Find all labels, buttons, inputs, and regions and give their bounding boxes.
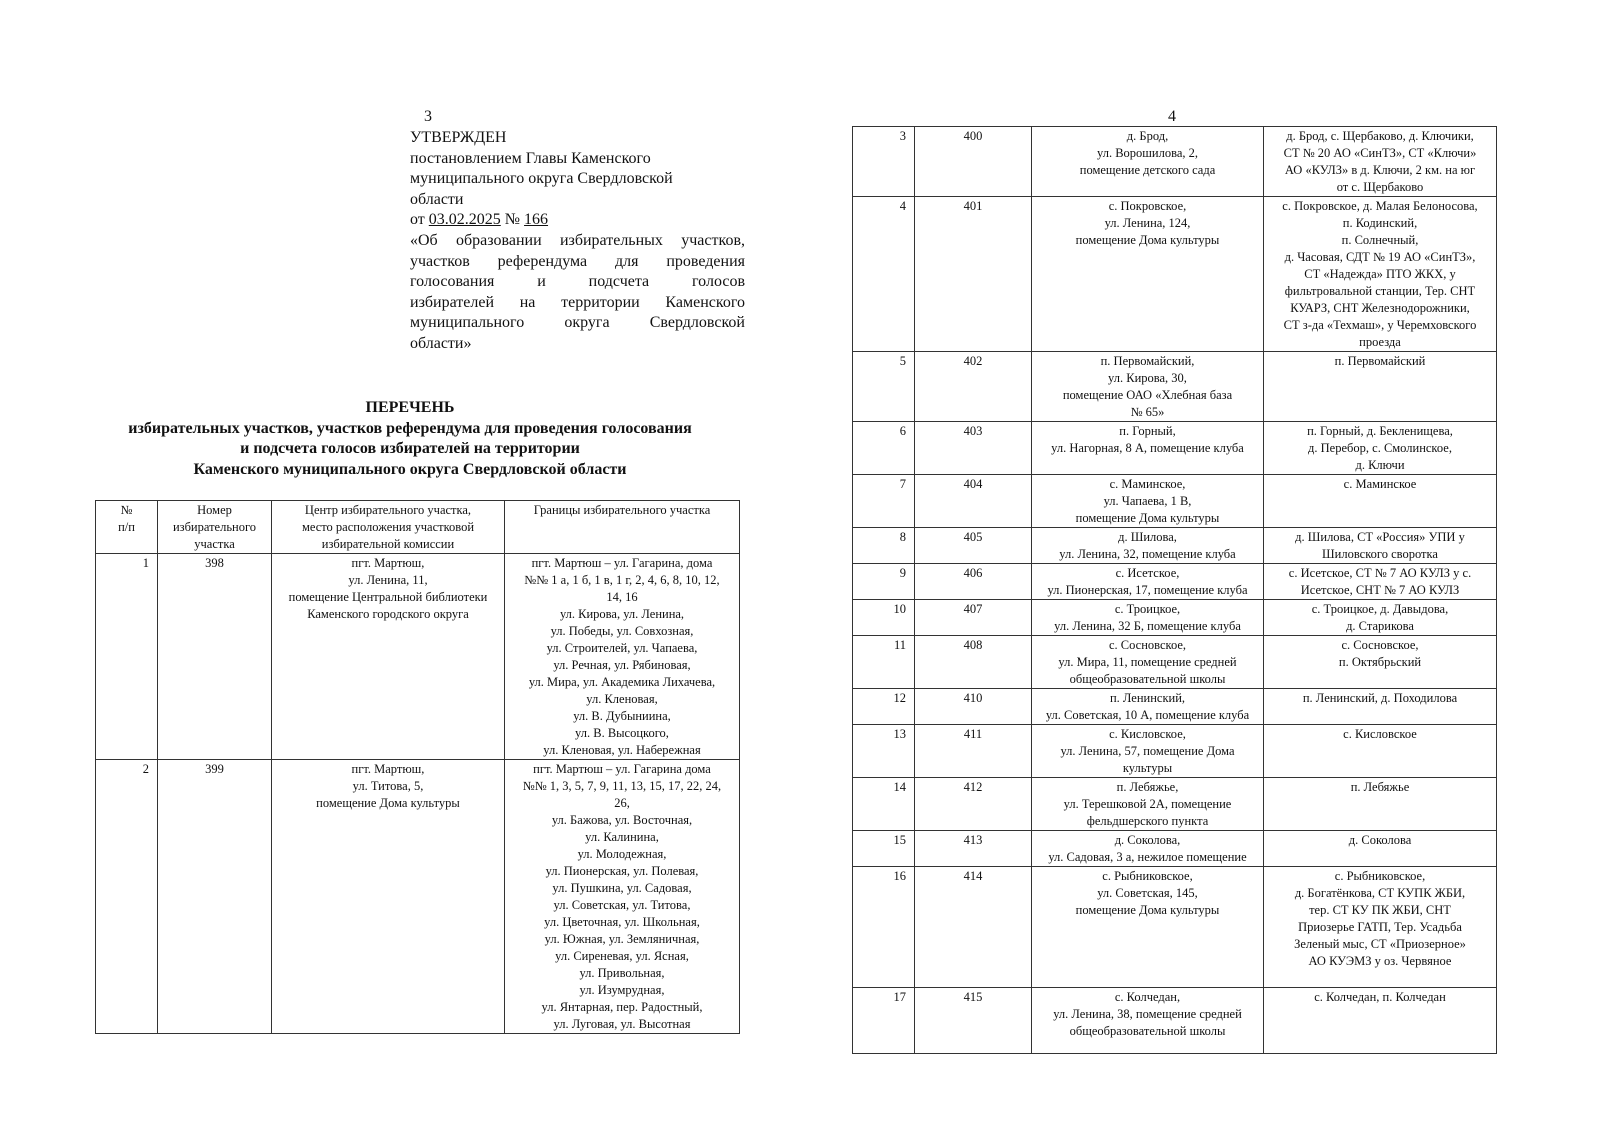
- decree-title-line: участков референдума для проведения: [410, 252, 745, 270]
- station-bounds: [1264, 831, 1497, 867]
- center-line: помещение Центральной библиотеки: [288, 590, 488, 604]
- list-subtitle-line: и подсчета голосов избирателей на территории: [240, 440, 580, 457]
- bounds-line: ул. Пионерская, ул. Полевая,: [545, 864, 699, 878]
- center-line: ул. Ленина, 32, помещение клуба: [1059, 547, 1236, 561]
- table-row: [853, 197, 1497, 352]
- row-number: [853, 564, 915, 600]
- table-row: [96, 760, 740, 1034]
- header-text: Границы избирательного участка: [533, 503, 711, 517]
- center-line: № 65»: [1130, 405, 1165, 419]
- row-number: [853, 600, 915, 636]
- row-number-text: 7: [899, 477, 906, 491]
- center-line: общеобразовательной школы: [1069, 1024, 1226, 1038]
- bounds-line: ул. Пушкина, ул. Садовая,: [552, 881, 692, 895]
- center-line: помещение Дома культуры: [316, 796, 460, 810]
- station-center: [1032, 422, 1264, 475]
- header-text: избирательной комиссии: [321, 537, 455, 551]
- bounds-line: ул. Привольная,: [579, 966, 665, 980]
- station-number: [915, 528, 1032, 564]
- row-number: [853, 475, 915, 528]
- station-number-text: 415: [963, 990, 983, 1004]
- bounds-line: №№ 1 а, 1 б, 1 в, 1 г, 2, 4, 6, 8, 10, 12,: [524, 573, 720, 587]
- station-number-text: 399: [205, 762, 224, 776]
- station-center: [1032, 564, 1264, 600]
- page-number-left: 3: [424, 108, 432, 125]
- center-line: ул. Советская, 145,: [1097, 886, 1198, 900]
- bounds-line: ул. Бажова, ул. Восточная,: [551, 813, 693, 827]
- center-line: с. Исетское,: [1115, 566, 1180, 580]
- row-number-text: 9: [899, 566, 906, 580]
- bounds-line: пгт. Мартюш – ул. Гагарина дома: [533, 762, 711, 776]
- station-bounds: [1264, 867, 1497, 988]
- row-number: [96, 554, 158, 760]
- bounds-line: Приозерье ГАТП, Тер. Усадьба: [1298, 920, 1462, 934]
- row-number: [853, 988, 915, 1054]
- center-line: помещение детского сада: [1079, 163, 1216, 177]
- approval-date-line: [410, 210, 745, 231]
- station-center: [1032, 127, 1264, 197]
- station-number: [158, 760, 272, 1034]
- row-number: [853, 778, 915, 831]
- row-number: [96, 760, 158, 1034]
- center-line: д. Брод,: [1126, 129, 1169, 143]
- table-row: [853, 352, 1497, 422]
- station-bounds: [1264, 422, 1497, 475]
- bounds-line: Исетское, СНТ № 7 АО КУЛЗ: [1300, 583, 1460, 597]
- center-line: ул. Титова, 5,: [352, 779, 424, 793]
- decree-title-line: области»: [410, 334, 472, 352]
- table-row: [853, 564, 1497, 600]
- bounds-line: СТ № 20 АО «СинТЗ», СТ «Ключи»: [1283, 146, 1477, 160]
- station-bounds: [1264, 778, 1497, 831]
- row-number: [853, 831, 915, 867]
- bounds-line: №№ 1, 3, 5, 7, 9, 11, 13, 15, 17, 22, 24,: [522, 779, 722, 793]
- table-row: [853, 636, 1497, 689]
- row-number-text: 5: [899, 354, 906, 368]
- center-line: с. Маминское,: [1109, 477, 1186, 491]
- row-number-text: 3: [899, 129, 906, 143]
- bounds-line: СТ «Надежда» ПТО ЖКХ, у: [1304, 267, 1456, 281]
- bounds-line: с. Троицкое, д. Давыдова,: [1311, 602, 1449, 616]
- center-line: ул. Нагорная, 8 А, помещение клуба: [1051, 441, 1244, 455]
- center-line: помещение ОАО «Хлебная база: [1062, 388, 1233, 402]
- station-center: [1032, 867, 1264, 988]
- table-row: [96, 554, 740, 760]
- header-bounds: [505, 501, 740, 554]
- header-text: п/п: [118, 520, 135, 534]
- station-number: [158, 554, 272, 760]
- center-line: с. Кисловское,: [1109, 727, 1186, 741]
- list-subtitle-line: Каменского муниципального округа Свердловской области: [193, 460, 627, 478]
- center-line: общеобразовательной школы: [1069, 672, 1226, 686]
- station-number: [915, 197, 1032, 352]
- table-row: [853, 988, 1497, 1054]
- header-text: Центр избирательного участка,: [304, 503, 472, 517]
- bounds-line: Зеленый мыс, СТ «Приозерное»: [1294, 937, 1466, 951]
- station-center: [272, 554, 505, 760]
- bounds-line: ул. Кирова, ул. Ленина,: [559, 607, 685, 621]
- center-line: ул. Ленина, 124,: [1104, 216, 1191, 230]
- station-bounds: [1264, 197, 1497, 352]
- bounds-line: АО КУЭМЗ у оз. Червяное: [1308, 954, 1452, 968]
- center-line: с. Рыбниковское,: [1102, 869, 1193, 883]
- station-number-text: 407: [963, 602, 983, 616]
- row-number: [853, 689, 915, 725]
- bounds-line: п. Октябрьский: [1338, 655, 1422, 669]
- station-bounds: [1264, 475, 1497, 528]
- center-line: культуры: [1122, 761, 1173, 775]
- center-line: п. Первомайский,: [1100, 354, 1195, 368]
- bounds-line: ул. Строителей, ул. Чапаева,: [546, 641, 698, 655]
- station-number: [915, 778, 1032, 831]
- station-number-text: 413: [963, 833, 983, 847]
- number-sign: №: [500, 211, 525, 229]
- header-text: №: [120, 503, 133, 517]
- station-number: [915, 127, 1032, 197]
- approval-number: 166: [524, 211, 549, 229]
- bounds-line: с. Маминское: [1343, 477, 1417, 491]
- center-line: ул. Садовая, 3 а, нежилое помещение: [1048, 850, 1247, 864]
- station-center: [1032, 197, 1264, 352]
- station-center: [1032, 475, 1264, 528]
- station-number: [915, 725, 1032, 778]
- station-number: [915, 988, 1032, 1054]
- header-center: [272, 501, 505, 554]
- table-row: [853, 422, 1497, 475]
- station-bounds: [1264, 689, 1497, 725]
- bounds-line: ул. Изумрудная,: [579, 983, 665, 997]
- center-line: ул. Пионерская, 17, помещение клуба: [1047, 583, 1248, 597]
- header-text: место расположения участковой: [301, 520, 475, 534]
- bounds-line: СТ з-да «Техмаш», у Черемховского: [1283, 318, 1477, 332]
- station-center: [1032, 988, 1264, 1054]
- station-bounds: [1264, 725, 1497, 778]
- stations-table-left: [95, 500, 740, 1034]
- approval-block: [410, 128, 745, 355]
- station-number: [915, 564, 1032, 600]
- decree-title-line: «Об образовании избирательных участков,: [410, 231, 745, 249]
- header-no: [96, 501, 158, 554]
- bounds-line: с. Кисловское: [1343, 727, 1417, 741]
- bounds-line: д. Богатёнкова, СТ КУПК ЖБИ,: [1294, 886, 1466, 900]
- bounds-line: ул. Мира, ул. Академика Лихачева,: [528, 675, 716, 689]
- bounds-line: ул. Янтарная, пер. Радостный,: [541, 1000, 703, 1014]
- approval-line: муниципального округа Свердловской: [410, 170, 673, 188]
- bounds-line: ул. Кленовая,: [586, 692, 658, 706]
- bounds-line: фильтровальной станции, Тер. СНТ: [1284, 284, 1476, 298]
- row-number: [853, 528, 915, 564]
- center-line: ул. Ленина, 57, помещение Дома: [1060, 744, 1235, 758]
- station-center: [272, 760, 505, 1034]
- bounds-line: ул. В. Дубыниина,: [573, 709, 671, 723]
- center-line: п. Горный,: [1119, 424, 1176, 438]
- station-center: [1032, 528, 1264, 564]
- approval-line: УТВЕРЖДЕН: [410, 129, 507, 146]
- station-bounds: [505, 554, 740, 760]
- station-number-text: 411: [963, 727, 983, 741]
- row-number: [853, 127, 915, 197]
- header-station: [158, 501, 272, 554]
- center-line: с. Колчедан,: [1114, 990, 1181, 1004]
- center-line: фельдшерского пункта: [1086, 814, 1209, 828]
- bounds-line: с. Рыбниковское,: [1334, 869, 1426, 883]
- bounds-line: Шиловского своротка: [1322, 547, 1438, 561]
- stations-table-right: [852, 126, 1497, 1054]
- row-number-text: 4: [899, 199, 906, 213]
- station-number-text: 401: [963, 199, 983, 213]
- bounds-line: ул. Победы, ул. Совхозная,: [550, 624, 694, 638]
- table-row: [853, 867, 1497, 988]
- center-line: с. Сосновское,: [1108, 638, 1187, 652]
- bounds-line: п. Кодинский,: [1342, 216, 1418, 230]
- station-center: [1032, 636, 1264, 689]
- station-number-text: 414: [963, 869, 983, 883]
- bounds-line: п. Ленинский, д. Походилова: [1302, 691, 1458, 705]
- station-number: [915, 475, 1032, 528]
- center-line: ул. Мира, 11, помещение средней: [1058, 655, 1237, 669]
- decree-title-line: голосования и подсчета голосов: [410, 273, 745, 291]
- table-row: [853, 600, 1497, 636]
- station-number: [915, 636, 1032, 689]
- station-number-text: 408: [963, 638, 983, 652]
- center-line: п. Ленинский,: [1109, 691, 1186, 705]
- row-number: [853, 197, 915, 352]
- center-line: п. Лебяжье,: [1116, 780, 1179, 794]
- station-number-text: 406: [963, 566, 983, 580]
- station-number: [915, 831, 1032, 867]
- bounds-line: д. Брод, с. Щербаково, д. Ключики,: [1286, 129, 1474, 143]
- center-line: Каменского городского округа: [307, 607, 469, 621]
- center-line: помещение Дома культуры: [1075, 233, 1220, 247]
- center-line: ул. Терешковой 2А, помещение: [1063, 797, 1232, 811]
- center-line: ул. Чапаева, 1 В,: [1103, 494, 1192, 508]
- list-title: ПЕРЕЧЕНЬ: [365, 399, 455, 416]
- station-number-text: 398: [205, 556, 224, 570]
- center-line: пгт. Мартюш,: [351, 762, 425, 776]
- station-center: [1032, 778, 1264, 831]
- row-number-text: 17: [893, 990, 906, 1004]
- bounds-line: ул. Южная, ул. Земляничная,: [544, 932, 700, 946]
- table-row: [853, 689, 1497, 725]
- list-heading: [90, 398, 730, 480]
- header-text: участка: [194, 537, 235, 551]
- row-number: [853, 867, 915, 988]
- bounds-line: п. Горный, д. Бекленищева,: [1307, 424, 1453, 438]
- station-center: [1032, 689, 1264, 725]
- table-row: [853, 475, 1497, 528]
- station-center: [1032, 725, 1264, 778]
- bounds-line: с. Исетское, СТ № 7 АО КУЛЗ у с.: [1288, 566, 1472, 580]
- center-line: помещение Дома культуры: [1075, 903, 1220, 917]
- bounds-line: ул. Речная, ул. Рябиновая,: [553, 658, 691, 672]
- row-number: [853, 725, 915, 778]
- station-bounds: [1264, 127, 1497, 197]
- table-row: [853, 127, 1497, 197]
- center-line: ул. Ленина, 32 Б, помещение клуба: [1054, 619, 1241, 633]
- table-row: [853, 528, 1497, 564]
- bounds-line: пгт. Мартюш – ул. Гагарина, дома: [531, 556, 713, 570]
- station-number-text: 402: [963, 354, 983, 368]
- row-number-text: 6: [899, 424, 906, 438]
- station-number: [915, 422, 1032, 475]
- bounds-line: ул. Советская, ул. Титова,: [553, 898, 691, 912]
- row-number-text: 16: [893, 869, 906, 883]
- station-center: [1032, 352, 1264, 422]
- row-number-text: 10: [893, 602, 906, 616]
- bounds-line: с. Сосновское,: [1341, 638, 1419, 652]
- center-line: д. Соколова,: [1114, 833, 1181, 847]
- station-bounds: [1264, 636, 1497, 689]
- station-number-text: 403: [963, 424, 983, 438]
- station-bounds: [1264, 600, 1497, 636]
- station-number: [915, 600, 1032, 636]
- station-number-text: 405: [963, 530, 983, 544]
- station-bounds: [1264, 988, 1497, 1054]
- table-row: [853, 831, 1497, 867]
- station-bounds: [505, 760, 740, 1034]
- header-text: Номер: [197, 503, 232, 517]
- row-number: [853, 422, 915, 475]
- decree-title-line: избирателей на территории Каменского: [410, 293, 745, 311]
- station-number-text: 400: [963, 129, 983, 143]
- bounds-line: п. Солнечный,: [1341, 233, 1419, 247]
- bounds-line: с. Колчедан, п. Колчедан: [1314, 990, 1446, 1004]
- header-text: избирательного: [172, 520, 257, 534]
- center-line: с. Покровское,: [1108, 199, 1187, 213]
- center-line: пгт. Мартюш,: [351, 556, 425, 570]
- bounds-line: проезда: [1359, 335, 1401, 349]
- center-line: с. Троицкое,: [1114, 602, 1181, 616]
- approval-date: 03.02.2025: [428, 211, 501, 229]
- station-center: [1032, 600, 1264, 636]
- bounds-line: д. Часовая, СДТ № 19 АО «СинТЗ»,: [1284, 250, 1476, 264]
- bounds-line: 26,: [614, 796, 630, 810]
- bounds-line: д. Шилова, СТ «Россия» УПИ у: [1295, 530, 1465, 544]
- bounds-line: 14, 16: [606, 590, 638, 604]
- bounds-line: ул. Кленовая, ул. Набережная: [543, 743, 701, 757]
- row-number-text: 14: [893, 780, 906, 794]
- bounds-line: КУАРЗ, СНТ Железнодорожники,: [1290, 301, 1470, 315]
- bounds-line: АО «КУЛЗ» в д. Ключи, 2 км. на юг: [1284, 163, 1476, 177]
- center-line: ул. Советская, 10 А, помещение клуба: [1045, 708, 1250, 722]
- row-number-text: 12: [893, 691, 906, 705]
- list-subtitle-line: избирательных участков, участков референдума для проведения голосования: [128, 419, 692, 437]
- bounds-line: с. Покровское, д. Малая Белоносова,: [1282, 199, 1478, 213]
- center-line: д. Шилова,: [1118, 530, 1177, 544]
- bounds-line: ул. В. Высоцкого,: [575, 726, 669, 740]
- bounds-line: ул. Луговая, ул. Высотная: [553, 1017, 691, 1031]
- bounds-line: ул. Молодежная,: [577, 847, 667, 861]
- decree-title-line: муниципального округа Свердловской: [410, 314, 745, 332]
- bounds-line: от с. Щербаково: [1336, 180, 1424, 194]
- center-line: ул. Кирова, 30,: [1108, 371, 1187, 385]
- bounds-line: д. Перебор, с. Смолинское,: [1308, 441, 1452, 455]
- center-line: ул. Ленина, 38, помещение средней: [1053, 1007, 1242, 1021]
- bounds-line: тер. СТ КУ ПК ЖБИ, СНТ: [1309, 903, 1451, 917]
- station-number: [915, 352, 1032, 422]
- table-row: [853, 778, 1497, 831]
- bounds-line: ул. Сиреневая, ул. Ясная,: [555, 949, 689, 963]
- row-number-text: 15: [893, 833, 906, 847]
- station-number-text: 410: [963, 691, 983, 705]
- page-number-right: 4: [1168, 108, 1176, 125]
- approval-line: постановлением Главы Каменского: [410, 149, 651, 167]
- station-bounds: [1264, 528, 1497, 564]
- station-number: [915, 867, 1032, 988]
- center-line: помещение Дома культуры: [1075, 511, 1220, 525]
- bounds-line: д. Старикова: [1346, 619, 1414, 633]
- date-prefix: от: [410, 211, 429, 229]
- station-center: [1032, 831, 1264, 867]
- row-number-text: 13: [893, 727, 906, 741]
- row-number-text: 2: [142, 762, 149, 776]
- row-number: [853, 352, 915, 422]
- bounds-line: п. Первомайский: [1334, 354, 1426, 368]
- bounds-line: п. Лебяжье: [1350, 780, 1410, 794]
- row-number-text: 1: [142, 556, 149, 570]
- bounds-line: д. Ключи: [1355, 458, 1405, 472]
- table-row: [853, 725, 1497, 778]
- station-number-text: 412: [963, 780, 983, 794]
- station-bounds: [1264, 564, 1497, 600]
- center-line: ул. Ленина, 11,: [348, 573, 428, 587]
- approval-line: области: [410, 190, 464, 208]
- row-number: [853, 636, 915, 689]
- table-header-row: [96, 501, 740, 554]
- row-number-text: 8: [899, 530, 906, 544]
- bounds-line: ул. Калинина,: [585, 830, 659, 844]
- bounds-line: д. Соколова: [1348, 833, 1412, 847]
- station-number: [915, 689, 1032, 725]
- station-number-text: 404: [963, 477, 983, 491]
- bounds-line: ул. Цветочная, ул. Школьная,: [544, 915, 700, 929]
- station-bounds: [1264, 352, 1497, 422]
- row-number-text: 11: [893, 638, 906, 652]
- center-line: ул. Ворошилова, 2,: [1097, 146, 1198, 160]
